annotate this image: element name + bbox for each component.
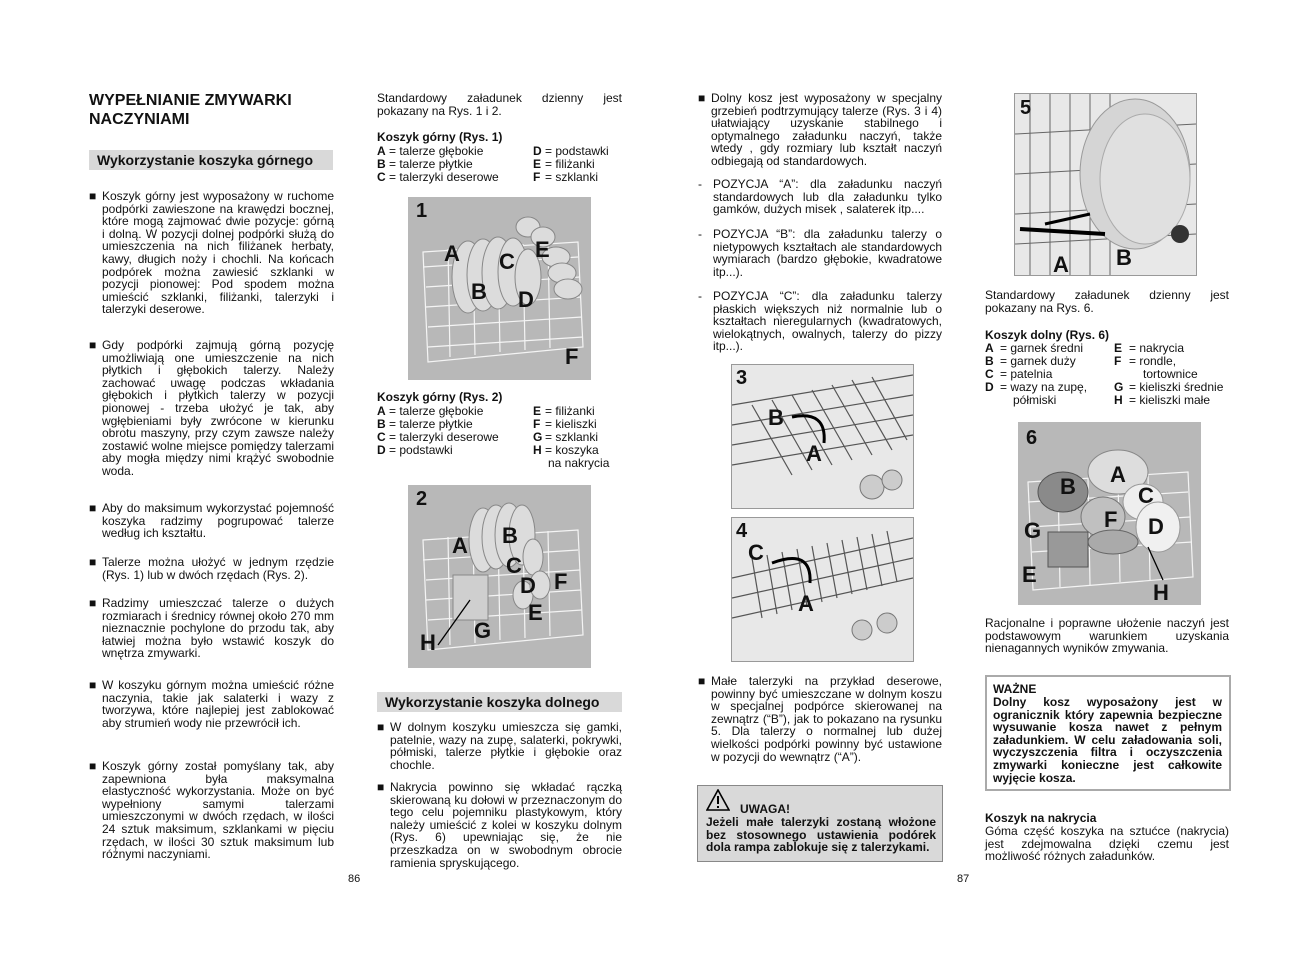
fig6-label-f: F xyxy=(1104,507,1118,532)
fig4-label-c: C xyxy=(748,540,764,565)
fig1-label-c: C xyxy=(499,249,515,274)
page-number-left: 86 xyxy=(348,873,361,885)
rational-loading-text: Racjonalne i poprawne ułożenie naczyń jest podstawowym warunkiem uzyskania nienagannych wyników zmywania. xyxy=(985,616,1229,656)
fig6-label-e: E xyxy=(1022,562,1037,587)
figure-5-lower-basket-photo xyxy=(1014,93,1197,276)
fig6-caption: Koszyk dolny (Rys. 6) xyxy=(985,328,1110,342)
fig2-label-g: G xyxy=(474,618,492,643)
paragraph-upper-3: ■ Aby do maksimum wykorzystać pojemność koszyka radzimy pogrupować talerze według ich kształtu. xyxy=(89,501,334,541)
position-c-text: - POZYCJA “C”: dla załadunku talerzy płaskich większych niż normalnie lub o kształtach nieregularnych (kwadratowych, wielokątnych, owalnych, talerzy do pizzy itp...). xyxy=(698,289,942,354)
fig6-label-d: D xyxy=(1148,514,1164,539)
position-a-text: - POZYCJA “A”: dla załadunku naczyń standardowych lub dla załadunku tylko gamków, dużych misek , salaterek itp.... xyxy=(698,177,942,217)
fig2-label-e: E xyxy=(528,600,543,625)
fig2-label-h: H xyxy=(420,630,436,655)
fig1-number: 1 xyxy=(416,200,428,222)
warning-box xyxy=(697,785,943,862)
intro-text-lower: Standardowy załadunek dzienny jest pokazany na Rys. 6. xyxy=(985,288,1229,315)
paragraph-lower-1: ■ W dolnym koszyku umieszcza się gamki, patelnie, wazy na zupę, salaterki, pokrywki, półmiski, talerze płytkie i głębokie oraz chochle. xyxy=(377,720,622,772)
fig5-label-a: A xyxy=(1053,252,1069,276)
fig4-label-a: A xyxy=(798,591,814,616)
figure-3-rack-photo xyxy=(731,364,914,509)
paragraph-lower-2: ■ Nakrycia powinno się wkładać rączką skierowaną ku dołowi w przeznaczonym do tego celu pojemniku plastykowym, który należy umieścić z kolei w koszyku dolnym (Rys. 6) upewniając się, że nie przeszkadza on w swobodnym obrocie ramienia spryskującego. xyxy=(377,780,622,870)
fig2-label-c: C xyxy=(506,553,522,578)
fig1-legend-left: A = talerze głębokie B = talerze płytkie C = talerzyki deserowe xyxy=(377,144,499,184)
fig5-number: 5 xyxy=(1020,97,1032,119)
fig6-number: 6 xyxy=(1026,427,1038,449)
page-number-right: 87 xyxy=(957,873,970,885)
paragraph-upper-2: ■ Gdy podpórki zajmują górną pozycję umożliwiają one umieszczenie na nich płytkich i głębokich talerzy. Należy zachować uwagę podczas wkładania głębokich i płytkich talerzy w pozycji pionowej - trzeba ułożyć je tak, aby wgłębieniami były zwrócone w kierunku obrotu maszyny, przy czym zawsze należy zostawić wolne miejsce pomiędzy talerzami aby mogła między nimi krążyć swobodnie woda. xyxy=(89,338,334,478)
fig3-label-b: B xyxy=(768,405,784,430)
fig6-legend-left: A = garnek średni B = garnek duży C = patelnia D = wazy na zupę, półmiski xyxy=(985,341,1088,407)
warning-title: UWAGA! xyxy=(740,802,790,816)
fig2-legend-right: E = filiżanki F = kieliszki G = szklanki H = koszyka na nakrycia xyxy=(533,404,610,470)
important-box xyxy=(985,675,1231,791)
fig1-legend-right: D = podstawki E = filiżanki F = szklanki xyxy=(533,144,609,184)
fig6-label-b: B xyxy=(1060,474,1076,499)
page-title: WYPEŁNIANIE ZMYWARKI NACZYNIAMI xyxy=(89,92,292,128)
section-header-upper-basket: Wykorzystanie koszyka górnego xyxy=(89,150,333,170)
fig6-label-c: C xyxy=(1138,483,1154,508)
warning-text: Jeżeli małe talerzyki zostaną włożone bez stosownego ustawienia podórek dola rampa zablokuje się z talerzykami. xyxy=(706,815,936,855)
fig6-label-h: H xyxy=(1153,580,1169,605)
fig1-label-f: F xyxy=(565,344,579,369)
figure-1-upper-basket-photo xyxy=(408,197,591,380)
fig3-label-a: A xyxy=(806,441,822,466)
cutlery-basket-text: Góma część koszyka na sztućce (nakrycia) jest zdejmowalna dzięki czemu jest możliwość różnych załadunków. xyxy=(985,824,1229,864)
figure-2-upper-basket-photo xyxy=(408,485,591,668)
fig1-label-d: D xyxy=(518,287,534,312)
position-b-text: - POZYCJA “B”: dla załadunku talerzy o nietypowych kształtach ale standardowych wymiarach (bardzo głębokie, kwadratowe itp...). xyxy=(698,227,942,279)
figure-6-lower-basket-photo xyxy=(1018,422,1201,605)
fig1-label-a: A xyxy=(444,241,460,266)
section-header-lower-basket: Wykorzystanie koszyka dolnego xyxy=(377,692,622,712)
paragraph-small-plates: ■ Małe talerzyki na przykład deserowe, powinny być umieszczane w dolnym koszu w specjalnej podpórce skierowanej na zewnątrz (“B”), jak to pokazano na rysunku 5. Dla talerzy o normalnej lub dużej wielkości podpórki powinny być ustawione w pozycji do wewnątrz (“A”). xyxy=(698,674,942,764)
paragraph-upper-1: ■ Koszyk górny jest wyposażony w ruchome podpórki zawieszone na krawędzi bocznej, które mogą zajmować dwie pozycje: górną i dolną. W pozycji dolnej podpórki służą do umieszczenia na nich filiżanek herbaty, kawy, długich noży i chochli. Na końcach podpórek można zawiesić szklanki w pozycji pionowej: Pod spodem można umieścić szklanki, filiżanki, talerzyki i talerzyki deserowe. xyxy=(89,189,334,317)
fig6-label-g: G xyxy=(1024,518,1042,543)
fig2-label-d: D xyxy=(520,573,536,598)
intro-text-upper: Standardowy załadunek dzienny jest pokazany na Rys. 1 i 2. xyxy=(377,91,622,118)
fig2-caption: Koszyk górny (Rys. 2) xyxy=(377,390,503,404)
paragraph-upper-6: ■ W koszyku górnym można umieścić różne naczynia, takie jak salaterki i wazy z tworzywa, które najlepiej jest zablokować aby strumień wody nie przewrócił ich. xyxy=(89,678,334,730)
cutlery-basket-title: Koszyk na nakrycia xyxy=(985,811,1097,825)
fig2-label-b: B xyxy=(502,523,518,548)
figure-4-rack-photo xyxy=(731,517,914,662)
fig1-caption: Koszyk górny (Rys. 1) xyxy=(377,130,503,144)
important-text: Dolny kosz wyposażony jest w ogranicznik który zapewnia bezpieczne wysuwanie kosza nawet z pełnym załadunkiem. W celu załadowania soli, wyczyszczenia filtra i oczyszczenia zmywarki konieczne jest całkowite wyjęcie kosza. xyxy=(993,695,1222,785)
paragraph-lower-rack-intro: ■ Dolny kosz jest wyposażony w specjalny grzebień podtrzymujący talerze (Rys. 3 i 4) ułatwiający uzyskanie stabilnego i optymalnego załadunku naczyń, także wtedy , gdy rozmiary lub kształt naczyń odbiegają od standardowych. xyxy=(698,91,942,168)
fig6-legend-right: E = nakrycia F = rondle, tortownice G = kieliszki średnie H = kieliszki małe xyxy=(1114,341,1224,407)
fig5-label-b: B xyxy=(1116,245,1132,270)
warning-icon xyxy=(706,789,730,816)
fig1-label-b: B xyxy=(471,279,487,304)
fig3-number: 3 xyxy=(736,367,748,389)
fig1-label-e: E xyxy=(535,237,550,262)
paragraph-upper-7: ■ Koszyk górny został pomyślany tak, aby zapewniona była maksymalna elastyczność wykorzystania. Może on być wypełniony samymi talerzami umieszczonymi w dwóch rzędach, w ilości 24 sztuk maksimum, szklankami w pięciu rzędach, w ilości 30 sztuk maksimum lub różnymi naczyniami. xyxy=(89,759,334,862)
fig6-label-a: A xyxy=(1110,462,1126,487)
fig2-label-a: A xyxy=(452,533,468,558)
important-title: WAŻNE xyxy=(993,682,1037,696)
paragraph-upper-5: ■ Radzimy umieszczać talerze o dużych rozmiarach i średnicy równej około 270 mm nieznacznie pochylone do przodu tak, aby łatwiej można było wstawić koszyk do wnętrza zmywarki. xyxy=(89,596,334,661)
fig2-number: 2 xyxy=(416,488,428,510)
fig2-label-f: F xyxy=(554,569,568,594)
paragraph-upper-4: ■ Talerze można ułożyć w jednym rzędzie (Rys. 1) lub w dwóch rzędach (Rys. 2). xyxy=(89,555,334,582)
fig4-number: 4 xyxy=(736,520,748,542)
fig2-legend-left: A = talerze głębokie B = talerze płytkie C = talerzyki deserowe D = podstawki xyxy=(377,404,499,457)
